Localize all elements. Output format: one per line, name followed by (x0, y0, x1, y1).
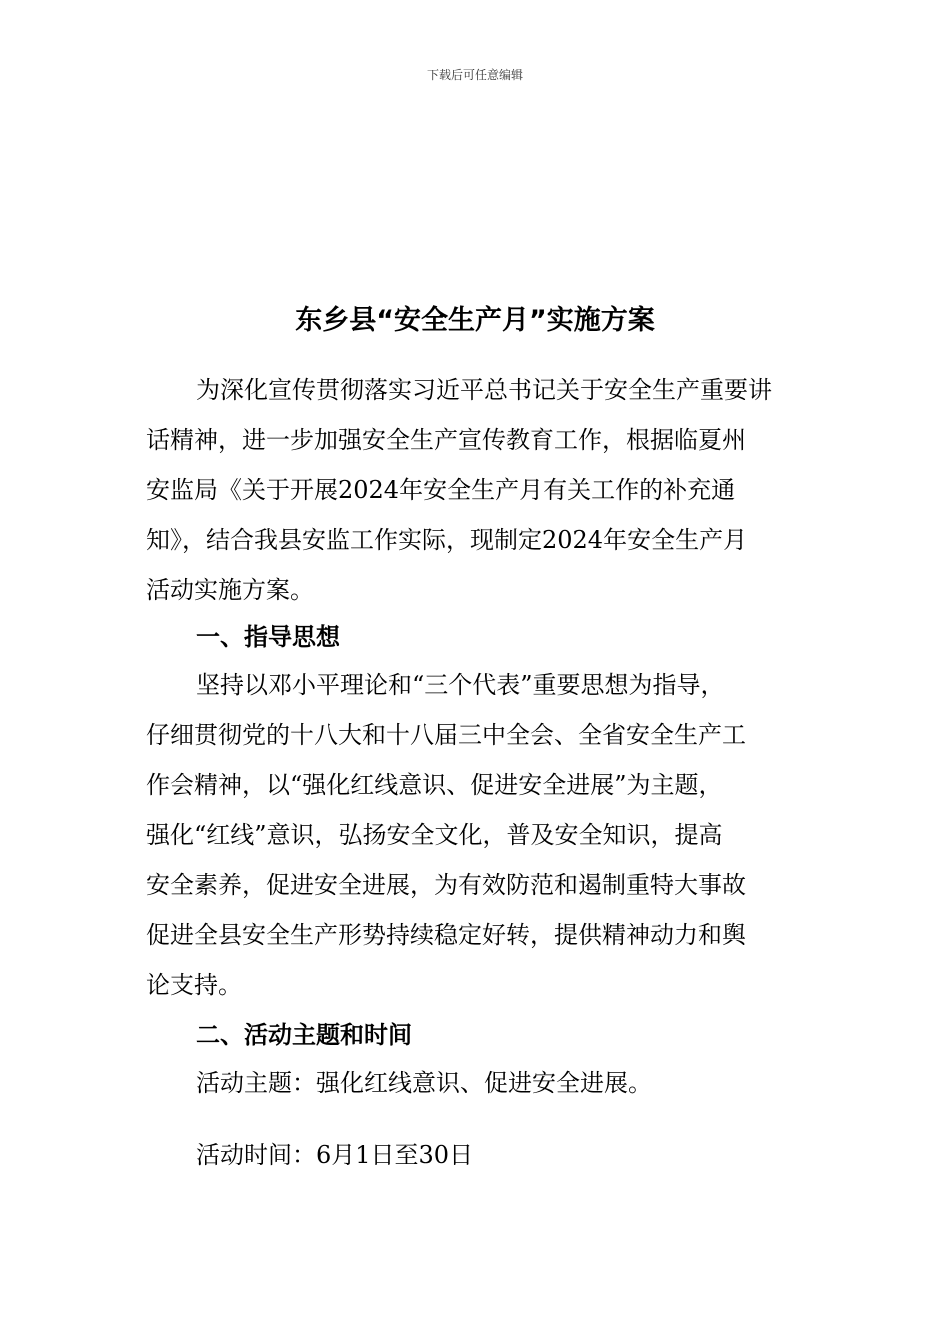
section1-line: 论支持。 (146, 971, 242, 999)
intro-line: 为深化宣传贯彻落实习近平总书记关于安全生产重要讲 (196, 376, 772, 404)
intro-line: 知》，结合我县安监工作实际，现制定2024年安全生产月 (146, 526, 748, 554)
section1-line: 强化“红线”意识，弘扬安全文化，普及安全知识，提高 (146, 821, 723, 849)
activity-theme: 活动主题：强化红线意识、促进安全进展。 (196, 1069, 652, 1097)
section1-paragraph (146, 660, 806, 1010)
section1-heading: 一、指导思想 (196, 623, 340, 651)
section1-line: 促进全县安全生产形势持续稳定好转，提供精神动力和舆 (146, 921, 746, 949)
intro-line: 安监局《关于开展2024年安全生产月有关工作的补充通 (146, 476, 736, 504)
intro-paragraph (146, 365, 806, 615)
activity-time: 活动时间：6月1日至30日 (196, 1141, 474, 1169)
section2-heading: 二、活动主题和时间 (196, 1021, 412, 1049)
intro-line: 活动实施方案。 (146, 576, 314, 604)
header-note: 下载后可任意编辑 (426, 68, 523, 82)
intro-line: 话精神，进一步加强安全生产宣传教育工作，根据临夏州 (146, 426, 746, 454)
section1-line: 仔细贯彻党的十八大和十八届三中全会、全省安全生产工 (146, 721, 746, 749)
section1-line: 坚持以邓小平理论和“三个代表”重要思想为指导， (196, 671, 725, 699)
document-title: 东乡县“安全生产月”实施方案 (295, 305, 655, 336)
section1-line: 安全素养，促进安全进展，为有效防范和遏制重特大事故 (146, 871, 746, 899)
section1-line: 作会精神，以“强化红线意识、促进安全进展”为主题， (146, 771, 723, 799)
